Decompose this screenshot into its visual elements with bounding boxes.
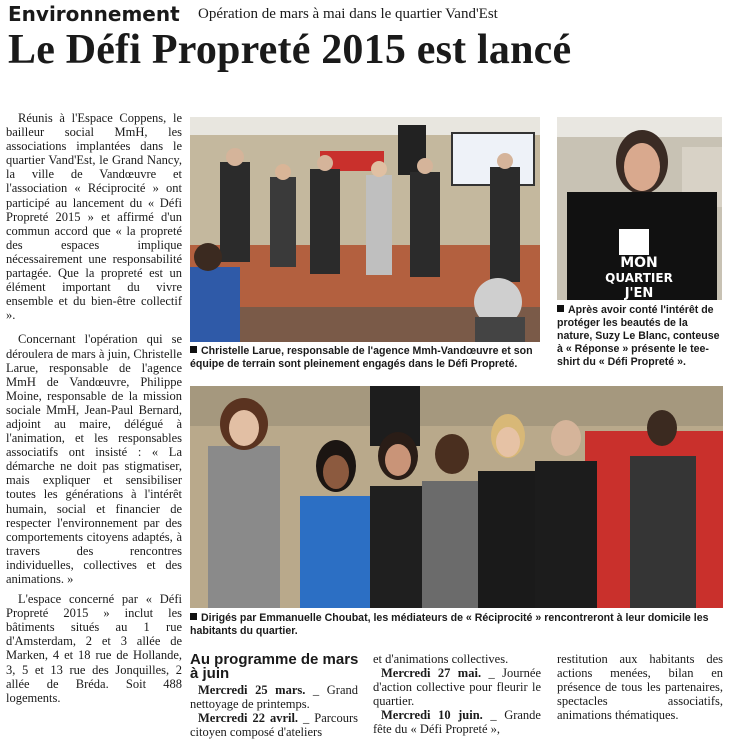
photo-mediators-image xyxy=(190,386,723,608)
section-label: Environnement xyxy=(8,2,180,26)
caption-text: Après avoir conté l'intérêt de protéger les beautés de la nature, Suzy Le Blanc, conteuse à « Réponse » présente le tee-shirt du « Défi Propreté ». xyxy=(557,304,720,368)
caption-bullet xyxy=(557,305,564,312)
caption-text: Christelle Larue, responsable de l'agence Mmh-Vandœuvre et son équipe de terrain sont pleinement engagés dans le Défi Propreté. xyxy=(190,345,533,370)
photo-tshirt xyxy=(557,117,722,300)
programme-item xyxy=(373,708,541,736)
article-subtitle: Opération de mars à mai dans le quartier Vand'Est xyxy=(198,6,498,22)
programme-date: Mercredi 22 avril. xyxy=(198,711,299,725)
programme-item: et d'animations collectives. xyxy=(373,652,509,666)
programme-col-3 xyxy=(557,652,723,722)
caption-bullet xyxy=(190,613,197,620)
tshirt-text-2: QUARTIER xyxy=(605,271,673,285)
programme-title: Au programme de mars à juin xyxy=(190,651,359,682)
photo-team-on-stage-image xyxy=(190,117,540,342)
tshirt-text-1: MON xyxy=(620,255,658,271)
programme-date: Mercredi 25 mars. xyxy=(198,683,306,697)
photo-mediators xyxy=(190,386,723,608)
programme-col-1 xyxy=(190,683,358,739)
article-headline: Le Défi Propreté 2015 est lancé xyxy=(8,27,572,73)
caption-bullet xyxy=(190,346,197,353)
tshirt-text-3: J'EN xyxy=(624,286,654,300)
caption-photo-1 xyxy=(190,345,540,371)
programme-item xyxy=(190,683,358,711)
photo-tshirt-image xyxy=(557,117,722,300)
article-body xyxy=(6,111,182,705)
programme-item xyxy=(190,711,358,739)
programme-col-2 xyxy=(373,652,541,736)
programme-date: Mercredi 27 mai. xyxy=(381,666,482,680)
caption-photo-2 xyxy=(557,304,723,369)
programme-item: restitution aux habitants des actions menées, bilan en présence de tous les partenaires, spectacles associatifs, animations thématiques. xyxy=(557,652,723,722)
body-paragraph-3: L'espace concerné par « Défi Propreté 2015 » inclut les bâtiments situés au 1 rue d'Amsterdam, 2 et 3 allée de Marken, 4 et 18 rue de Hollande, 3, 5 et 13 rue des Jonquilles, 2 allée de Bréda. Soit 488 logements. xyxy=(6,592,182,705)
programme-text: _ Grande fête du « Défi Propreté », xyxy=(373,708,541,736)
programme-text: _ Parcours citoyen composé d'ateliers xyxy=(190,711,358,739)
caption-photo-3 xyxy=(190,612,720,638)
body-paragraph-1: Réunis à l'Espace Coppens, le bailleur social MmH, les associations implantées dans le quartier Vand'Est, le Grand Nancy, la ville de Vandœuvre et l'association « Réciprocité » ont participé au lancement du « Défi Propreté 2015 » et affirmé d'un commun accord que « la propreté des espaces implique nécessairement une responsabilité partagée. Que la propreté est un élément important du vivre ensemble et du bien-être collectif ». xyxy=(6,111,182,323)
caption-text: Dirigés par Emmanuelle Choubat, les médiateurs de « Réciprocité » rencontreront à leur domicile les habitants du quartier. xyxy=(190,612,709,637)
programme-text: _ Grand nettoyage de printemps. xyxy=(190,683,358,711)
programme-date: Mercredi 10 juin. xyxy=(381,708,483,722)
photo-team-on-stage xyxy=(190,117,540,342)
body-paragraph-2: Concernant l'opération qui se déroulera de mars à juin, Christelle Larue, responsable de l'agence MmH de Vandœuvre, Philippe Moine, responsable de la mission sociale MmH, Jean-Paul Bernard, adjoint au maire, délégué à l'animation, et les responsables associatifs ont insisté : « La démarche ne doit pas stigmatiser, mais expliquer et sensibiliser toutes les générations à l'intérêt humain, social et financier de respecter l'environnement par des comportements citoyens adaptés, à travers des rencontres individuelles, collectives et des animations. » xyxy=(6,332,182,586)
programme-item xyxy=(373,666,541,708)
programme-text: _ Journée d'action collective pour fleurir le quartier. xyxy=(373,666,541,708)
